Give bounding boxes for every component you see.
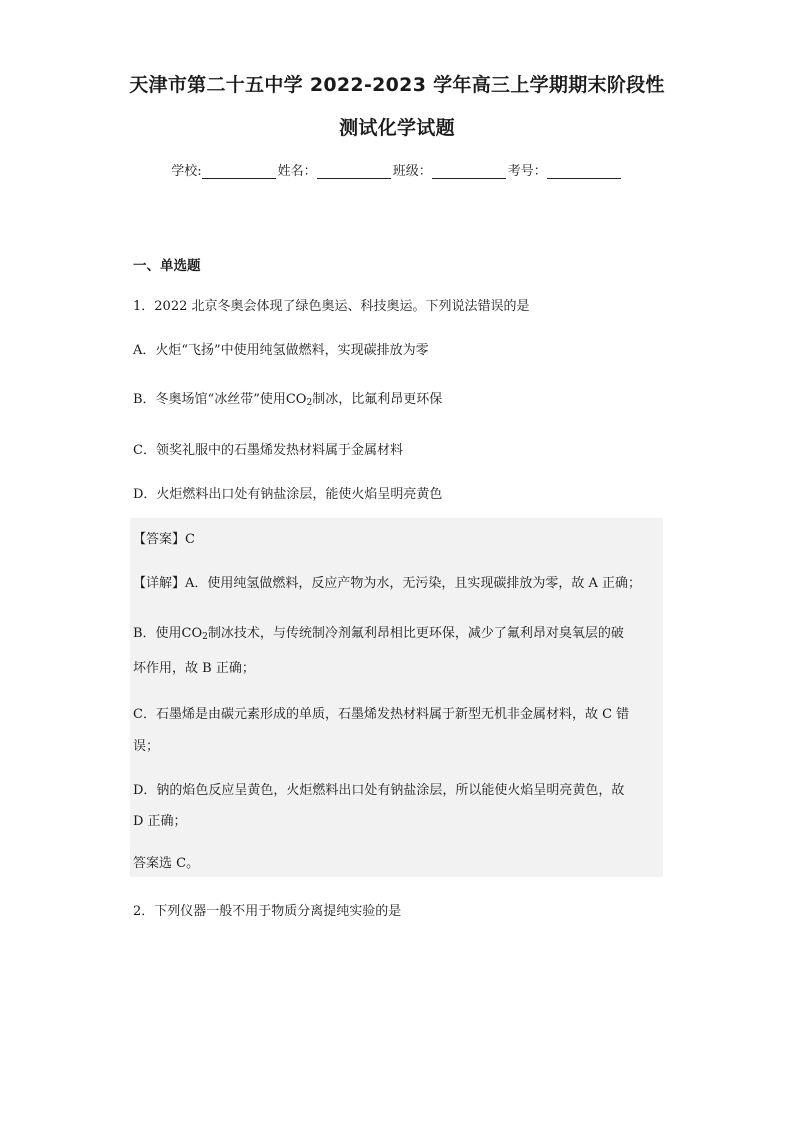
question-1-stem: 1．2022 北京冬奥会体现了绿色奥运、科技奥运。下列说法错误的是 [133,299,530,314]
class-label: 班级： [392,164,432,179]
school-label: 学校: [171,164,202,179]
option-b-subscript: 2 [306,398,313,408]
question-1-option-b [133,388,442,408]
name-field [278,160,393,179]
question-1-option-d: D．火炬燃料出口处有钠盐涂层，能使火焰呈明亮黄色 [133,487,443,502]
name-blank[interactable] [317,164,391,179]
exam-number-blank[interactable] [547,164,621,179]
detail-b-line1 [133,622,624,642]
detail-c-line1: C．石墨烯是由碳元素形成的单质，石墨烯发热材料属于新型无机非金属材料，故 C 错 [133,707,630,722]
detail-c-line2: 误； [133,739,160,754]
detail-b-subscript: 2 [202,632,208,642]
student-info-row [0,160,794,179]
detail-a: 【详解】A．使用纯氢做燃料，反应产物为水，无污染，且实现碳排放为零，故 A 正确； [133,576,642,591]
exam-title-line1: 天津市第二十五中学 2022-2023 学年高三上学期期末阶段性 [129,74,665,96]
option-b-text-pre: B．冬奥场馆“冰丝带”使用CO [133,392,307,407]
answer-conclusion: 答案选 C。 [133,856,200,871]
question-1-option-a: A．火炬“飞扬”中使用纯氢做燃料，实现碳排放为零 [133,343,429,358]
detail-d-line1: D．钠的焰色反应呈黄色，火炬燃料出口处有钠盐涂层，所以能使火焰呈明亮黄色，故 [133,783,625,798]
detail-b-line2: 坏作用，故 B 正确； [133,661,255,676]
exam-number-field [508,160,623,179]
detail-d-line2: D 正确； [133,814,187,829]
section-heading: 一、单选题 [133,258,201,274]
school-field [171,160,277,179]
class-field [393,160,508,179]
name-label: 姓名： [277,164,317,179]
option-b-text-post: 制冰，比氟利昂更环保 [312,392,443,407]
question-2-stem: 2．下列仪器一般不用于物质分离提纯实验的是 [133,904,402,919]
exam-title-line2: 测试化学试题 [339,117,455,139]
detail-b-text-post: 制冰技术，与传统制冷剂氟利昂相比更环保，减少了氟利昂对臭氧层的破 [207,626,624,641]
school-blank[interactable] [202,164,276,179]
answer-line: 【答案】C [133,532,195,547]
detail-b-text-pre: B．使用CO [133,626,203,641]
question-1-option-c: C．领奖礼服中的石墨烯发热材料属于金属材料 [133,443,403,458]
class-blank[interactable] [432,164,506,179]
exam-number-label: 考号： [507,164,547,179]
